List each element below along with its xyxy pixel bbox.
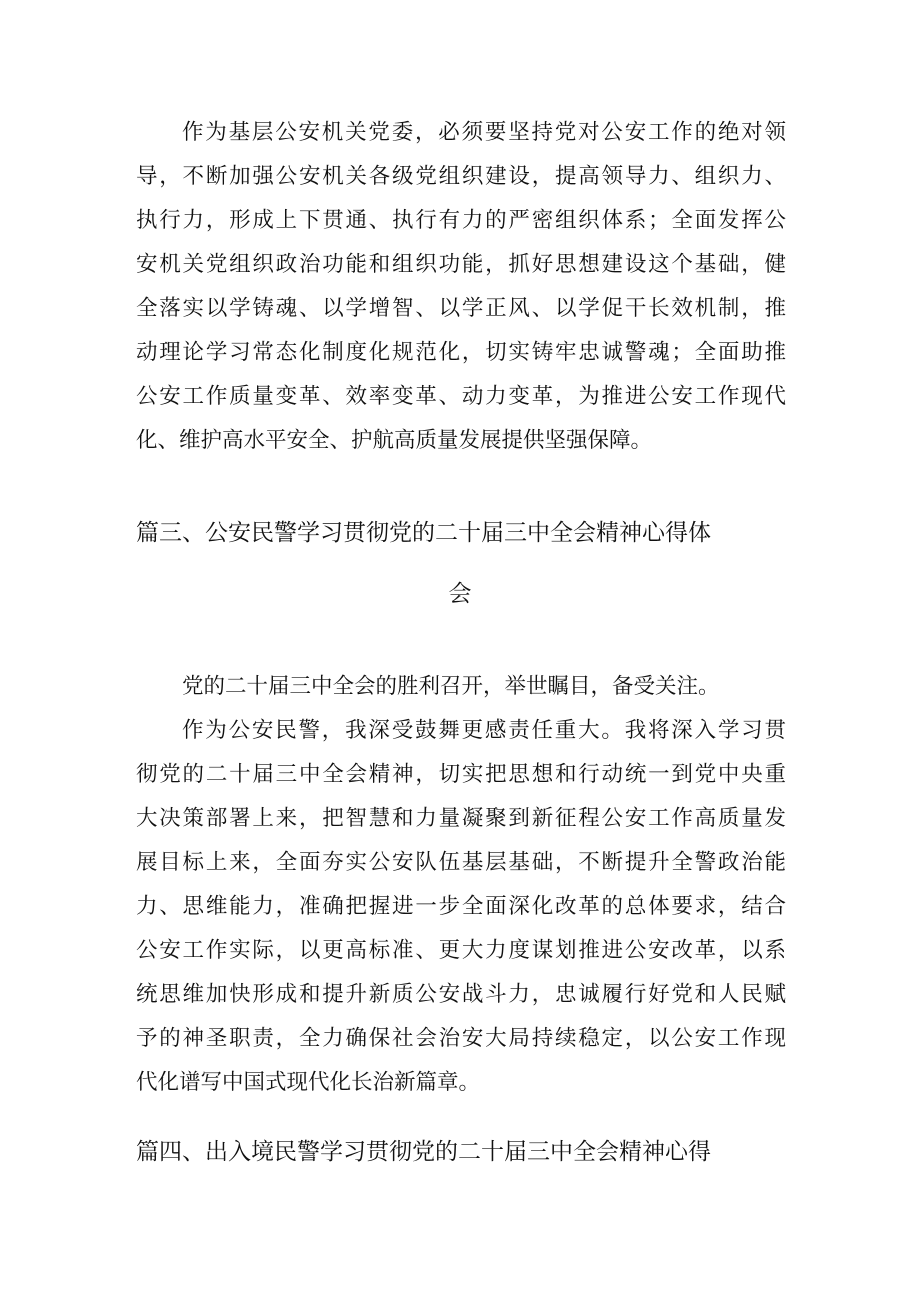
paragraph-3-line-7: 统思维加快形成和提升新质公安战斗力，忠诚履行好党和人民赋 (136, 982, 786, 1007)
section-heading-4: 篇四、出入境民警学习贯彻党的二十届三中全会精神心得 (136, 1139, 711, 1165)
paragraph-1-line-8: 化、维护高水平安全、护航高质量发展提供坚强保障。 (136, 428, 653, 453)
paragraph-1-line-2: 导，不断加强公安机关各级党组织建设，提高领导力、组织力、 (136, 164, 786, 189)
paragraph-1-line-7: 公安工作质量变革、效率变革、动力变革，为推进公安工作现代 (136, 384, 786, 409)
paragraph-3-line-8: 予的神圣职责，全力确保社会治安大局持续稳定，以公安工作现 (136, 1026, 786, 1051)
paragraph-3-line-6: 公安工作实际，以更高标准、更大力度谋划推进公安改革，以系 (136, 938, 786, 963)
paragraph-3-line-9: 代化谱写中国式现代化长治新篇章。 (136, 1070, 481, 1095)
paragraph-3-line-1: 作为公安民警，我深受鼓舞更感责任重大。我将深入学习贯 (182, 718, 786, 743)
paragraph-3-line-2: 彻党的二十届三中全会精神，切实把思想和行动统一到党中央重 (136, 762, 786, 787)
paragraph-1-line-5: 全落实以学铸魂、以学增智、以学正风、以学促干长效机制，推 (136, 296, 786, 321)
paragraph-3-line-3: 大决策部署上来，把智慧和力量凝聚到新征程公安工作高质量发 (136, 806, 786, 831)
paragraph-1-line-6: 动理论学习常态化制度化规范化，切实铸牢忠诚警魂；全面助推 (136, 340, 786, 365)
paragraph-2: 党的二十届三中全会的胜利召开，举世瞩目，备受关注。 (182, 674, 720, 699)
paragraph-1-line-3: 执行力，形成上下贯通、执行有力的严密组织体系；全面发挥公 (136, 208, 786, 233)
paragraph-3-line-5: 力、思维能力，准确把握进一步全面深化改革的总体要求，结合 (136, 894, 786, 919)
paragraph-1-line-4: 安机关党组织政治功能和组织功能，抓好思想建设这个基础，健 (136, 252, 786, 277)
paragraph-3-line-4: 展目标上来，全面夯实公安队伍基层基础，不断提升全警政治能 (136, 850, 786, 875)
section-heading-3: 篇三、公安民警学习贯彻党的二十届三中全会精神心得体 (136, 520, 711, 546)
paragraph-1-line-1: 作为基层公安机关党委，必须要坚持党对公安工作的绝对领 (182, 120, 786, 145)
section-heading-3-continued: 会 (448, 581, 472, 607)
